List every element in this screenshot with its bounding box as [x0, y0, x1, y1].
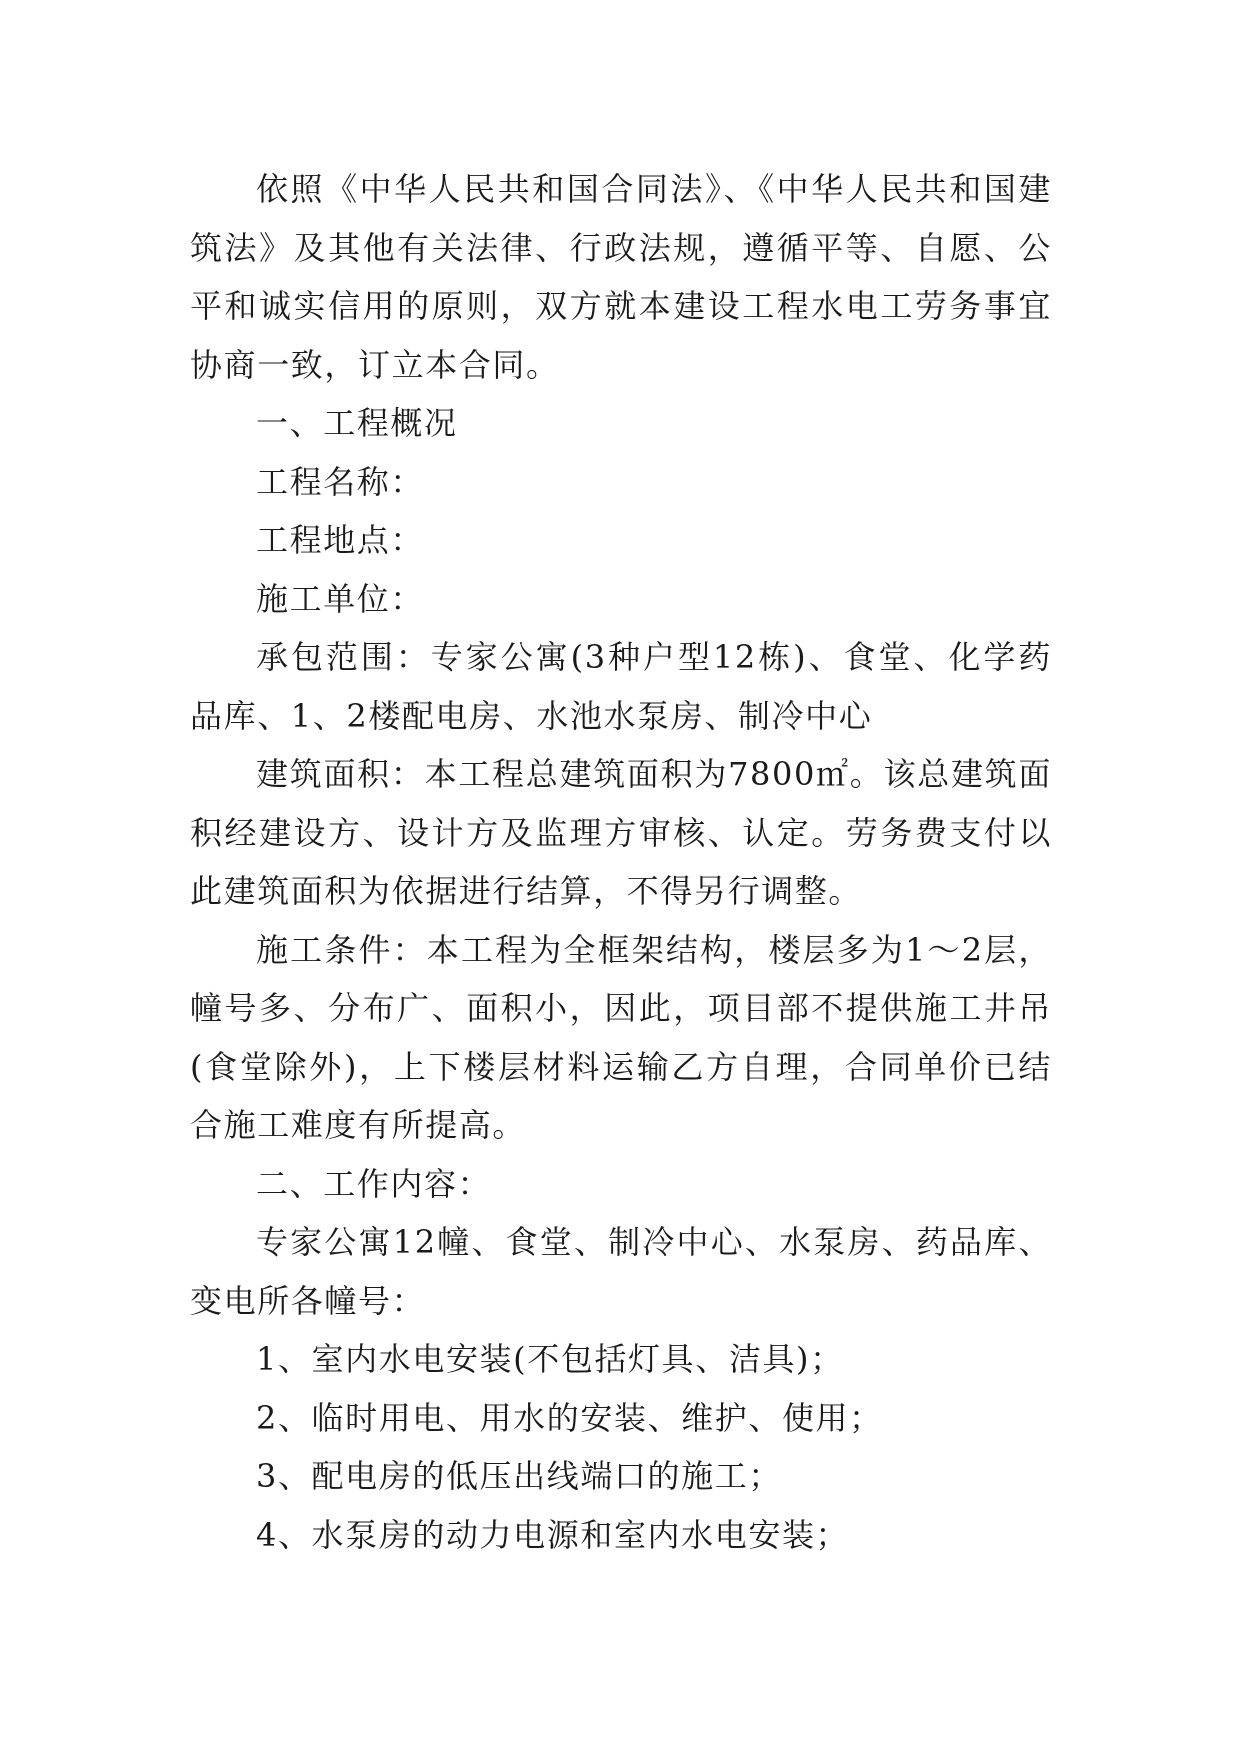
section-heading-project-overview: 一、工程概况	[256, 404, 458, 442]
list-item-1: 1、室内水电安装(不包括灯具、洁具)；	[256, 1340, 844, 1378]
paragraph-buildings-list: 专家公寓12幢、食堂、制冷中心、水泵房、药品库、变电所各幢号：	[190, 1223, 1052, 1320]
paragraph-contract-scope: 承包范围：专家公寓(3种户型12栋)、食堂、化学药品库、1、2楼配电房、水池水泵房、制冷中心	[190, 638, 1052, 735]
paragraph-construction-conditions: 施工条件：本工程为全框架结构，楼层多为1～2层，幢号多、分布广、面积小，因此，项目部不提供施工井吊(食堂除外)，上下楼层材料运输乙方自理，合同单价已结合施工难度有所提高。	[190, 930, 1052, 1144]
list-item-2: 2、临时用电、用水的安装、维护、使用；	[256, 1398, 883, 1437]
field-project-location: 工程地点：	[256, 521, 425, 559]
field-construction-unit: 施工单位：	[256, 579, 425, 618]
section-heading-work-content: 二、工作内容：	[256, 1164, 492, 1203]
list-item-3: 3、配电房的低压出线端口的施工；	[256, 1457, 782, 1495]
field-project-name: 工程名称：	[256, 462, 425, 501]
list-item-4: 4、水泵房的动力电源和室内水电安装；	[256, 1515, 850, 1554]
document-body	[190, 160, 1052, 1564]
paragraph-building-area: 建筑面积：本工程总建筑面积为7800㎡。该总建筑面积经建设方、设计方及监理方审核、认定。劳务费支付以此建筑面积为依据进行结算，不得另行调整。	[190, 755, 1052, 910]
paragraph-preamble: 依照《中华人民共和国合同法》、《中华人民共和国建筑法》及其他有关法律、行政法规，遵循平等、自愿、公平和诚实信用的原则，双方就本建设工程水电工劳务事宜协商一致，订立本合同。	[190, 170, 1052, 384]
